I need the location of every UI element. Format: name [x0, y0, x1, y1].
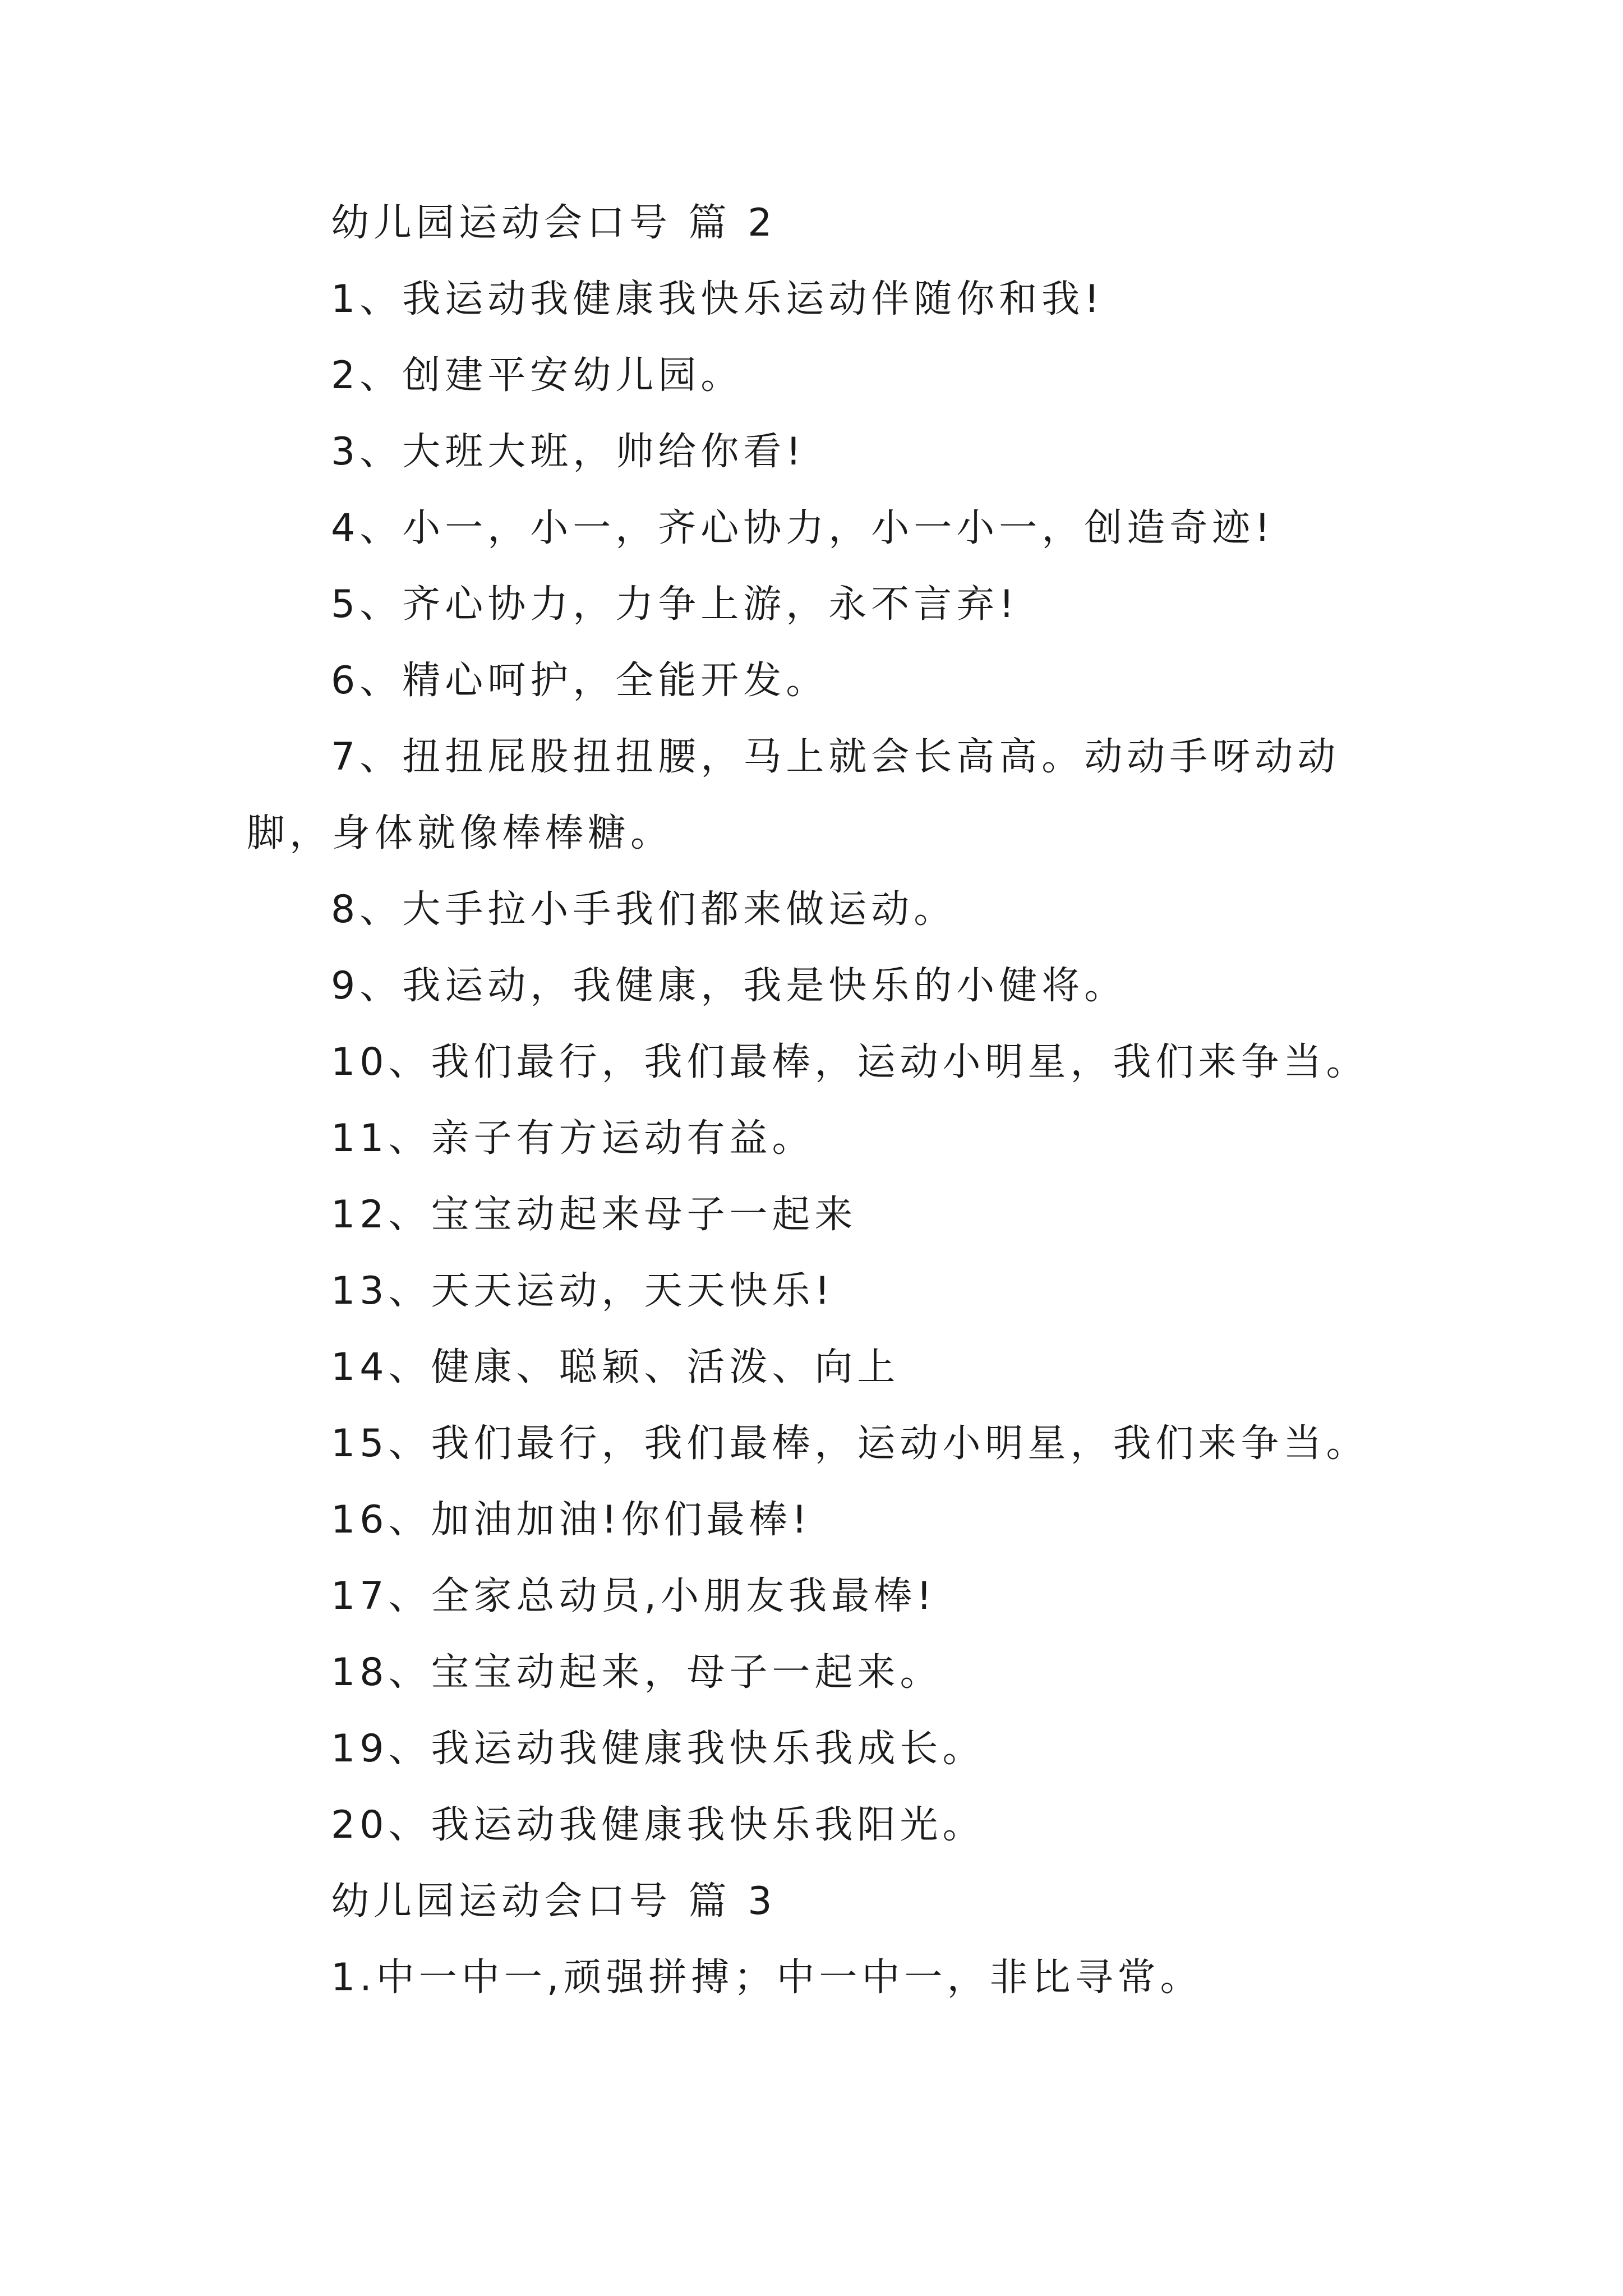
slogan-item-19: 19、我运动我健康我快乐我成长。	[331, 1727, 985, 1771]
slogan-item-2: 2、创建平安幼儿园。	[331, 353, 744, 398]
slogan-item-20: 20、我运动我健康我快乐我阳光。	[331, 1803, 985, 1847]
slogan-item-7: 7、扭扭屁股扭扭腰，马上就会长高高。动动手呀动动	[331, 735, 1340, 779]
slogan-item-18: 18、宝宝动起来，母子一起来。	[331, 1650, 943, 1695]
slogan-item-12: 12、宝宝动起来母子一起来	[331, 1193, 857, 1237]
slogan-item-7-continued: 脚，身体就像棒棒糖。	[247, 811, 674, 855]
slogan-item-17: 17、全家总动员,小朋友我最棒!	[331, 1574, 937, 1618]
slogan-item-9: 9、我运动，我健康，我是快乐的小健将。	[331, 964, 1127, 1008]
slogan-item-11: 11、亲子有方运动有益。	[331, 1116, 815, 1161]
section-heading-2: 幼儿园运动会口号 篇 2	[331, 201, 777, 245]
slogan-item-13: 13、天天运动，天天快乐!	[331, 1269, 834, 1313]
slogan-item-10: 10、我们最行，我们最棒，运动小明星，我们来争当。	[331, 1040, 1369, 1084]
slogan-item-1: 1、我运动我健康我快乐运动伴随你和我!	[331, 277, 1104, 321]
slogan-item-4: 4、小一，小一，齐心协力，小一小一，创造奇迹!	[331, 506, 1275, 550]
slogan-item-16: 16、加油加油!你们最棒!	[331, 1498, 812, 1542]
slogan-item-14: 14、健康、聪颖、活泼、向上	[331, 1345, 900, 1389]
slogan-item-3: 3、大班大班，帅给你看!	[331, 430, 806, 474]
slogan-item-15: 15、我们最行，我们最棒，运动小明星，我们来争当。	[331, 1421, 1369, 1466]
document-body	[247, 185, 1430, 2016]
slogan-item-6: 6、精心呵护，全能开发。	[331, 659, 829, 703]
slogan-item-5: 5、齐心协力，力争上游，永不言弃!	[331, 582, 1019, 627]
slogan-item-3-1: 1.中一中一,顽强拼搏；中一中一，非比寻常。	[331, 1955, 1203, 2000]
section-heading-3: 幼儿园运动会口号 篇 3	[331, 1879, 777, 1924]
slogan-item-8: 8、大手拉小手我们都来做运动。	[331, 887, 957, 932]
